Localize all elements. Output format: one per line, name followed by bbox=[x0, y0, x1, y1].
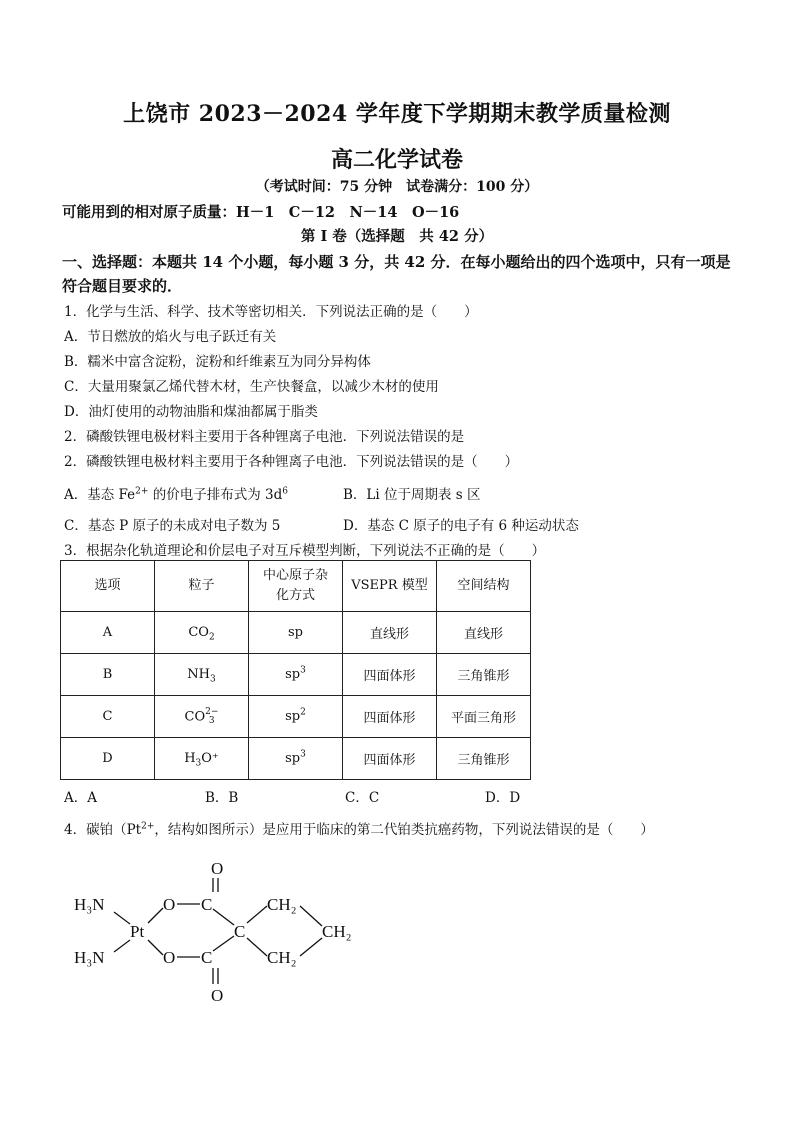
carbonyl-carbon-label: C bbox=[201, 948, 213, 967]
exam-title: 上饶市 2023－2024 学年度下学期期末教学质量检测 bbox=[123, 101, 671, 127]
carbonyl-carbon-label: C bbox=[201, 895, 213, 914]
table-cell: D bbox=[61, 738, 155, 780]
table-cell: 平面三角形 bbox=[437, 696, 531, 738]
q4-stem: 4．碳铂（$Pt^{2+}$，结构如图所示）是应用于临床的第二代铂类抗癌药物，下列说法错误的是（ ） bbox=[64, 821, 654, 838]
table-cell: 直线形 bbox=[343, 612, 437, 654]
table-row bbox=[61, 696, 531, 738]
table-cell: $sp^3$ bbox=[249, 654, 343, 696]
table-header-cell: 空间结构 bbox=[437, 561, 531, 612]
table-cell: 直线形 bbox=[437, 612, 531, 654]
table-cell: 四面体形 bbox=[343, 654, 437, 696]
oxygen-label: O bbox=[163, 948, 176, 967]
q1-option-c: C．大量用聚氯乙烯代替木材，生产快餐盒，以减少木材的使用 bbox=[64, 379, 439, 395]
carbonyl-oxygen-label: O bbox=[211, 986, 224, 1005]
ch2-label: CH₂ bbox=[267, 895, 297, 914]
q3-table bbox=[60, 560, 531, 780]
table-row bbox=[61, 612, 531, 654]
table-cell: $CO_2$ bbox=[155, 612, 249, 654]
exam-subtitle: 高二化学试卷 bbox=[330, 147, 463, 173]
q3-answer-d: D．D bbox=[485, 790, 521, 806]
table-cell: $NH_3$ bbox=[155, 654, 249, 696]
table-cell: 三角锥形 bbox=[437, 738, 531, 780]
table-header-cell: VSEPR 模型 bbox=[343, 561, 437, 612]
table-cell: 四面体形 bbox=[343, 696, 437, 738]
ch2-label: CH₂ bbox=[267, 948, 297, 967]
h3n-bottom-label: H₃N bbox=[74, 948, 105, 967]
table-cell: sp bbox=[249, 612, 343, 654]
q2-option-d: D．基态 C 原子的电子有 6 种运动状态 bbox=[343, 518, 579, 534]
q1-option-a: A．节日燃放的焰火与电子跃迁有关 bbox=[64, 329, 277, 345]
table-cell: $sp^3$ bbox=[249, 738, 343, 780]
section-header: 一、选择题：本题共 14 个小题，每小题 3 分，共 42 分．在每小题给出的四个选项中，只有一项是符合题目要求的． bbox=[62, 253, 731, 295]
table-cell: 四面体形 bbox=[343, 738, 437, 780]
q2-option-c: C．基态 P 原子的未成对电子数为 5 bbox=[64, 518, 281, 534]
table-cell: A bbox=[61, 612, 155, 654]
table-cell: B bbox=[61, 654, 155, 696]
bond-lines bbox=[114, 878, 322, 984]
table-cell: C bbox=[61, 696, 155, 738]
q2-option-a: A．基态 $Fe^{2+}$ 的价电子排布式为 $3d^6$ bbox=[64, 486, 289, 503]
atomic-masses: 可能用到的相对原子质量：H－1 C－12 N－14 O－16 bbox=[62, 204, 460, 221]
q3-answer-c: C．C bbox=[345, 790, 380, 806]
volume-title: 第 I 卷（选择题 共 42 分） bbox=[300, 228, 494, 245]
q1-stem: 1．化学与生活、科学、技术等密切相关．下列说法正确的是（ ） bbox=[64, 304, 478, 320]
h3n-top-label: H₃N bbox=[74, 895, 105, 914]
table-row bbox=[61, 654, 531, 696]
table-cell: CO2− 3 bbox=[155, 696, 249, 738]
q2-stem-duplicate: 2．磷酸铁锂电极材料主要用于各种锂离子电池．下列说法错误的是 bbox=[64, 429, 465, 445]
q2-stem: 2．磷酸铁锂电极材料主要用于各种锂离子电池．下列说法错误的是（ ） bbox=[64, 454, 519, 470]
table-cell: $sp^2$ bbox=[249, 696, 343, 738]
carboplatin-structure bbox=[60, 850, 380, 1010]
q3-answer-b: B．B bbox=[205, 790, 239, 806]
q2-option-b: B．Li 位于周期表 s 区 bbox=[343, 487, 481, 503]
ch2-label: CH₂ bbox=[322, 922, 352, 941]
q1-option-b: B．糯米中富含淀粉，淀粉和纤维素互为同分异构体 bbox=[64, 354, 371, 370]
table-header-cell: 中心原子杂 化方式 bbox=[249, 561, 343, 612]
table-cell: 三角锥形 bbox=[437, 654, 531, 696]
carbonyl-oxygen-label: O bbox=[211, 859, 224, 878]
oxygen-label: O bbox=[163, 895, 176, 914]
table-cell: $H_3O^+$ bbox=[155, 738, 249, 780]
pt-label: Pt bbox=[130, 922, 145, 941]
q3-answer-a: A．A bbox=[64, 790, 97, 806]
table-row bbox=[61, 738, 531, 780]
table-header-row bbox=[61, 561, 531, 612]
q3-stem: 3．根据杂化轨道理论和价层电子对互斥模型判断，下列说法不正确的是（ ） bbox=[64, 543, 546, 559]
table-header-cell: 选项 bbox=[61, 561, 155, 612]
exam-info: （考试时间：75 分钟 试卷满分：100 分） bbox=[255, 179, 539, 195]
q1-option-d: D．油灯使用的动物油脂和煤油都属于脂类 bbox=[64, 404, 318, 420]
central-carbon-label: C bbox=[234, 922, 246, 941]
table-header-cell: 粒子 bbox=[155, 561, 249, 612]
